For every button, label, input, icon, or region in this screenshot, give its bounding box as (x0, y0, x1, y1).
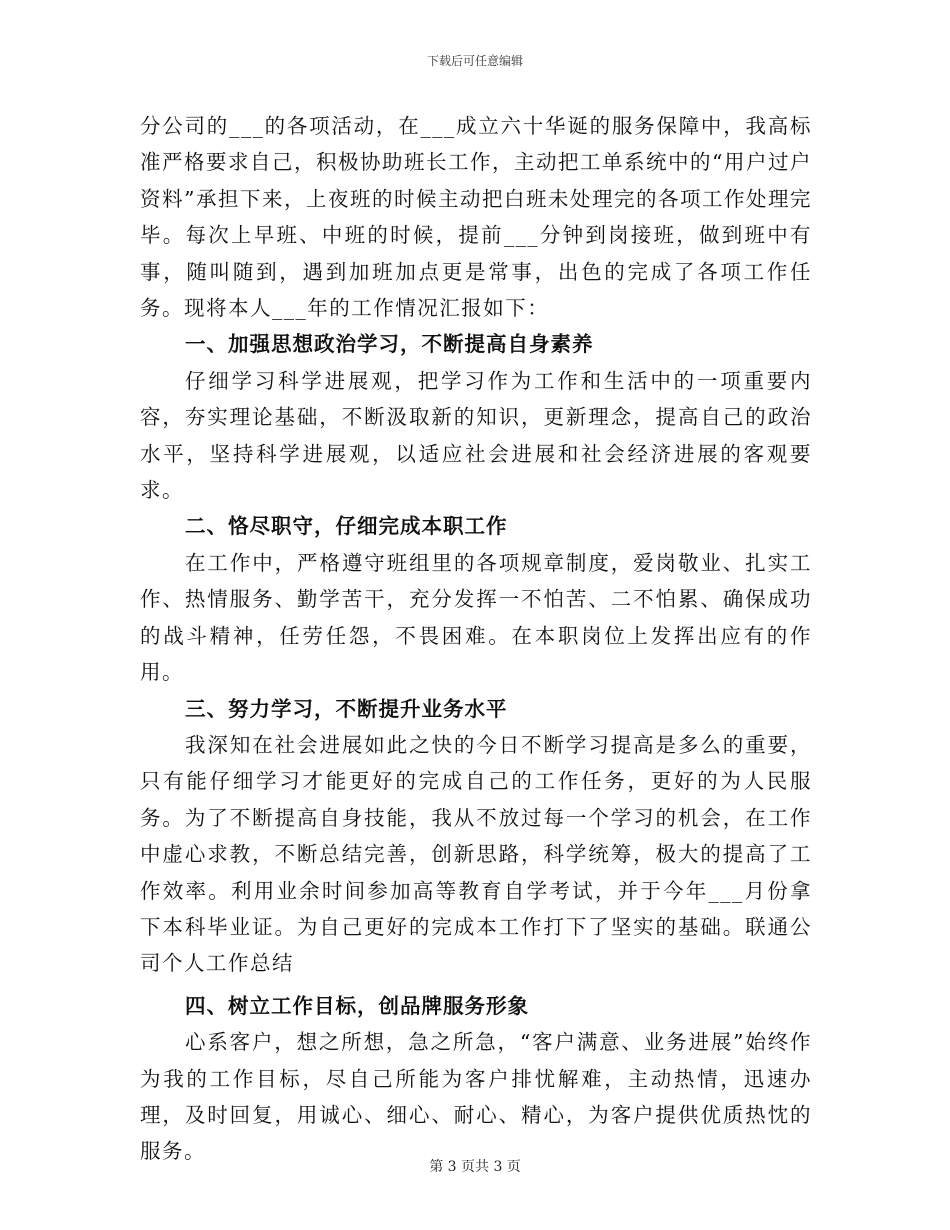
section-heading-3: 三、努力学习，不断提升业务水平 (185, 696, 508, 721)
page-footer: 第 3 页共 3 页 (429, 1159, 521, 1175)
document-body (140, 108, 812, 1170)
section-heading-1: 一、加强思想政治学习，不断提高自身素养 (185, 332, 594, 357)
section-paragraph-1: 仔细学习科学进展观，把学习作为工作和生活中的一项重要内容，夯实理论基础，不断汲取新的知识，更新理念，提高自己的政治水平，坚持科学进展观，以适应社会进展和社会经济进展的客观要求。 (140, 368, 812, 503)
section-heading-2: 二、恪尽职守，仔细完成本职工作 (185, 514, 508, 539)
section-paragraph-2: 在工作中，严格遵守班组里的各项规章制度，爱岗敬业、扎实工作、热情服务、勤学苦干，充分发挥一不怕苦、二不怕累、确保成功的战斗精神，任劳任怨，不畏困难。在本职岗位上发挥出应有的作用。 (140, 550, 812, 685)
section-heading-4: 四、树立工作目标，创品牌服务形象 (185, 993, 529, 1018)
intro-paragraph: 分公司的___的各项活动，在___成立六十华诞的服务保障中，我高标准严格要求自己，积极协助班长工作，主动把工单系统中的“用户过户资料”承担下来，上夜班的时候主动把白班未处理完的各项工作处理完毕。每次上早班、中班的时候，提前___分钟到岗接班，做到班中有事，随叫随到，遇到加班加点更是常事，出色的完成了各项工作任务。现将本人___年的工作情况汇报如下： (140, 114, 812, 321)
section-paragraph-3: 我深知在社会进展如此之快的今日不断学习提高是多么的重要，只有能仔细学习才能更好的完成自己的工作任务，更好的为人民服务。为了不断提高自身技能，我从不放过每一个学习的机会，在工作中虚心求教，不断总结完善，创新思路，科学统筹，极大的提高了工作效率。利用业余时间参加高等教育自学考试，并于今年___月份拿下本科毕业证。为自己更好的完成本工作打下了坚实的基础。联通公司个人工作总结 (140, 732, 812, 976)
section-paragraph-4: 心系客户，想之所想，急之所急，“客户满意、业务进展”始终作为我的工作目标，尽自己所能为客户排忧解难，主动热情，迅速办理，及时回复，用诚心、细心、耐心、精心，为客户提供优质热忱的服务。 (140, 1030, 812, 1164)
page-header: 下载后可任意编辑 (426, 54, 523, 68)
